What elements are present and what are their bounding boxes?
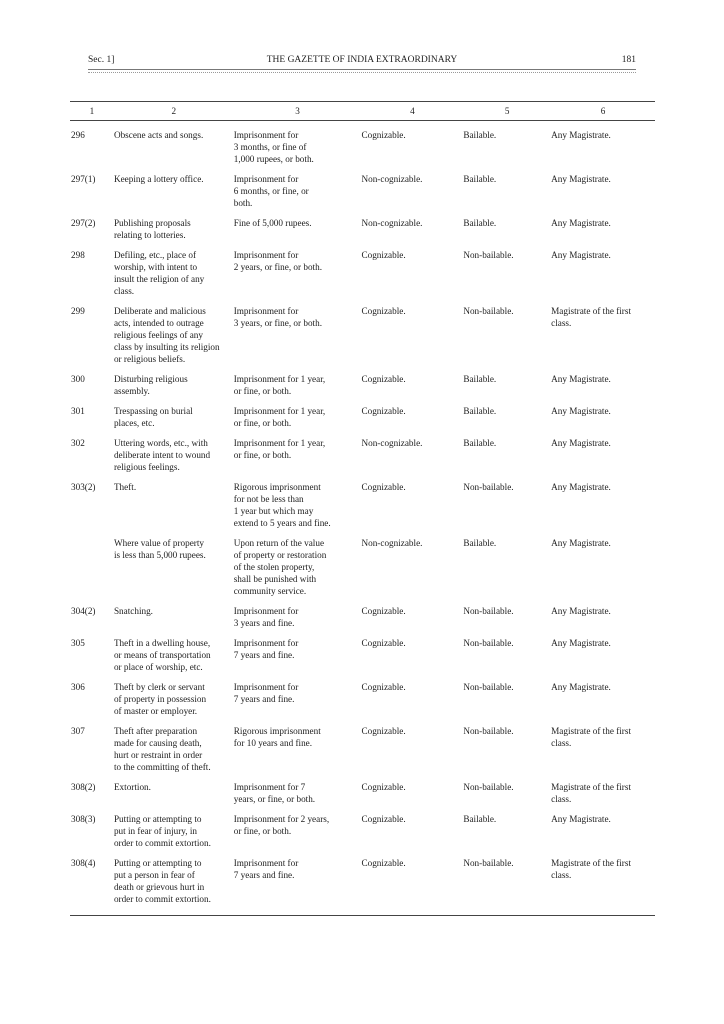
offence-description-cell bbox=[114, 849, 234, 916]
page-number: 181 bbox=[621, 55, 636, 65]
bailability: Non-bailable. bbox=[463, 606, 514, 616]
bailability: Bailable. bbox=[463, 406, 497, 416]
offence-description: Theft by clerk or servant of property in possession of master or employer. bbox=[113, 682, 207, 716]
punishment-cell bbox=[234, 365, 362, 397]
table-header-row bbox=[70, 102, 655, 121]
table-row bbox=[70, 629, 655, 673]
cognizability-cell bbox=[361, 473, 463, 529]
cognizability: Cognizable. bbox=[361, 374, 406, 384]
bailability: Bailable. bbox=[463, 538, 497, 548]
triable-by-court-cell bbox=[551, 629, 655, 673]
offence-description-cell bbox=[114, 473, 234, 529]
triable-by-court: Any Magistrate. bbox=[551, 250, 611, 260]
bailability: Bailable. bbox=[463, 438, 497, 448]
section-number: 308(3) bbox=[71, 814, 96, 824]
cognizability-cell bbox=[361, 849, 463, 916]
section-number: 308(2) bbox=[71, 782, 96, 792]
offence-description-cell bbox=[114, 805, 234, 849]
cognizability-cell bbox=[361, 529, 463, 597]
triable-by-court: Magistrate of the first class. bbox=[551, 858, 631, 880]
bailability: Non-bailable. bbox=[463, 782, 514, 792]
offence-description-cell bbox=[114, 397, 234, 429]
section-number: 299 bbox=[71, 306, 85, 316]
section-number-cell bbox=[70, 673, 114, 717]
offence-description: Publishing proposals relating to lotteries. bbox=[113, 218, 191, 240]
section-number: 305 bbox=[71, 638, 85, 648]
punishment: Rigorous imprisonment for 10 years and fine. bbox=[233, 726, 321, 748]
punishment: Imprisonment for 6 months, or fine, or both. bbox=[233, 174, 309, 208]
cognizability-cell bbox=[361, 673, 463, 717]
bailability-cell bbox=[463, 717, 551, 773]
triable-by-court: Any Magistrate. bbox=[551, 606, 611, 616]
column-header: 6 bbox=[551, 102, 655, 121]
punishment: Imprisonment for 1 year, or fine, or both. bbox=[233, 406, 326, 428]
punishment-cell bbox=[234, 629, 362, 673]
table-row bbox=[70, 121, 655, 166]
punishment: Imprisonment for 2 years, or fine, or both. bbox=[233, 250, 322, 272]
punishment: Imprisonment for 1 year, or fine, or both. bbox=[233, 438, 326, 460]
table-row bbox=[70, 849, 655, 916]
triable-by-court-cell bbox=[551, 297, 655, 365]
section-number-cell bbox=[70, 773, 114, 805]
offence-description: Extortion. bbox=[113, 782, 151, 792]
triable-by-court-cell bbox=[551, 717, 655, 773]
column-header: 2 bbox=[114, 102, 234, 121]
table-row bbox=[70, 397, 655, 429]
cognizability: Cognizable. bbox=[361, 782, 406, 792]
section-number-cell bbox=[70, 397, 114, 429]
offence-description-cell bbox=[114, 673, 234, 717]
gazette-title: THE GAZETTE OF INDIA EXTRAORDINARY bbox=[266, 55, 458, 65]
bailability-cell bbox=[463, 597, 551, 629]
punishment: Imprisonment for 7 years, or fine, or both. bbox=[233, 782, 316, 804]
section-number-cell bbox=[70, 805, 114, 849]
triable-by-court: Any Magistrate. bbox=[551, 174, 611, 184]
offence-description: Putting or attempting to put a person in fear of death or grievous hurt in order to commit extortion. bbox=[113, 858, 211, 904]
cognizability-cell bbox=[361, 397, 463, 429]
triable-by-court: Any Magistrate. bbox=[551, 374, 611, 384]
cognizability: Non-cognizable. bbox=[361, 438, 423, 448]
punishment: Rigorous imprisonment for not be less than 1 year but which may extend to 5 years and fine. bbox=[233, 482, 331, 528]
cognizability-cell bbox=[361, 629, 463, 673]
cognizability: Cognizable. bbox=[361, 858, 406, 868]
bailability-cell bbox=[463, 241, 551, 297]
bailability-cell bbox=[463, 165, 551, 209]
section-number-cell bbox=[70, 597, 114, 629]
offence-description: Putting or attempting to put in fear of injury, in order to commit extortion. bbox=[113, 814, 211, 848]
section-number-cell bbox=[70, 209, 114, 241]
triable-by-court: Magistrate of the first class. bbox=[551, 782, 631, 804]
section-number-cell bbox=[70, 473, 114, 529]
bailability-cell bbox=[463, 473, 551, 529]
punishment: Imprisonment for 7 years and fine. bbox=[233, 638, 299, 660]
triable-by-court: Any Magistrate. bbox=[551, 218, 611, 228]
punishment-cell bbox=[234, 849, 362, 916]
punishment-cell bbox=[234, 241, 362, 297]
bailability-cell bbox=[463, 773, 551, 805]
bailability-cell bbox=[463, 121, 551, 166]
section-number-cell bbox=[70, 241, 114, 297]
triable-by-court: Magistrate of the first class. bbox=[551, 726, 631, 748]
cognizability: Cognizable. bbox=[361, 406, 406, 416]
triable-by-court: Magistrate of the first class. bbox=[551, 306, 631, 328]
column-header: 4 bbox=[361, 102, 463, 121]
table-row bbox=[70, 673, 655, 717]
bailability: Non-bailable. bbox=[463, 858, 514, 868]
cognizability: Cognizable. bbox=[361, 130, 406, 140]
punishment-cell bbox=[234, 297, 362, 365]
offence-description: Defiling, etc., place of worship, with intent to insult the religion of any class. bbox=[113, 250, 205, 296]
offence-description-cell bbox=[114, 597, 234, 629]
cognizability: Cognizable. bbox=[361, 482, 406, 492]
punishment-cell bbox=[234, 805, 362, 849]
section-number: 297(2) bbox=[71, 218, 96, 228]
triable-by-court: Any Magistrate. bbox=[551, 130, 611, 140]
offence-description-cell bbox=[114, 529, 234, 597]
cognizability-cell bbox=[361, 805, 463, 849]
punishment-cell bbox=[234, 717, 362, 773]
punishment: Imprisonment for 7 years and fine. bbox=[233, 682, 299, 704]
triable-by-court-cell bbox=[551, 805, 655, 849]
section-number: 298 bbox=[71, 250, 85, 260]
triable-by-court-cell bbox=[551, 473, 655, 529]
bailability: Non-bailable. bbox=[463, 306, 514, 316]
punishment: Imprisonment for 7 years and fine. bbox=[233, 858, 299, 880]
section-number-cell bbox=[70, 849, 114, 916]
column-header: 5 bbox=[463, 102, 551, 121]
punishment: Imprisonment for 3 years and fine. bbox=[233, 606, 299, 628]
column-header: 1 bbox=[70, 102, 114, 121]
table-row bbox=[70, 241, 655, 297]
offence-description-cell bbox=[114, 165, 234, 209]
section-number-cell bbox=[70, 365, 114, 397]
bailability: Bailable. bbox=[463, 130, 497, 140]
triable-by-court-cell bbox=[551, 121, 655, 166]
bailability-cell bbox=[463, 429, 551, 473]
punishment-cell bbox=[234, 529, 362, 597]
punishment-cell bbox=[234, 673, 362, 717]
section-number-cell bbox=[70, 629, 114, 673]
section-number-cell bbox=[70, 429, 114, 473]
punishment: Imprisonment for 3 months, or fine of 1,000 rupees, or both. bbox=[233, 130, 314, 164]
triable-by-court-cell bbox=[551, 849, 655, 916]
cognizability-cell bbox=[361, 241, 463, 297]
bailability: Non-bailable. bbox=[463, 638, 514, 648]
section-number-cell bbox=[70, 165, 114, 209]
table-row bbox=[70, 165, 655, 209]
table-row bbox=[70, 473, 655, 529]
table-row bbox=[70, 429, 655, 473]
bailability: Bailable. bbox=[463, 218, 497, 228]
triable-by-court-cell bbox=[551, 773, 655, 805]
triable-by-court-cell bbox=[551, 597, 655, 629]
punishment-cell bbox=[234, 209, 362, 241]
offence-description: Where value of property is less than 5,000 rupees. bbox=[113, 538, 206, 560]
triable-by-court: Any Magistrate. bbox=[551, 538, 611, 548]
cognizability: Cognizable. bbox=[361, 606, 406, 616]
offences-table bbox=[70, 101, 655, 916]
punishment: Imprisonment for 1 year, or fine, or both. bbox=[233, 374, 326, 396]
table-body bbox=[70, 121, 655, 916]
page-header bbox=[88, 55, 636, 69]
cognizability: Cognizable. bbox=[361, 726, 406, 736]
cognizability: Cognizable. bbox=[361, 638, 406, 648]
offence-description-cell bbox=[114, 365, 234, 397]
section-number-cell bbox=[70, 529, 114, 597]
section-number-cell bbox=[70, 121, 114, 166]
section-number: 297(1) bbox=[71, 174, 96, 184]
section-number-cell bbox=[70, 297, 114, 365]
bailability-cell bbox=[463, 209, 551, 241]
offence-description: Theft after preparation made for causing death, hurt or restraint in order to the committing of theft. bbox=[113, 726, 211, 772]
punishment-cell bbox=[234, 397, 362, 429]
section-number: 306 bbox=[71, 682, 85, 692]
section-number: 308(4) bbox=[71, 858, 96, 868]
bailability: Non-bailable. bbox=[463, 682, 514, 692]
punishment-cell bbox=[234, 429, 362, 473]
offence-description-cell bbox=[114, 773, 234, 805]
triable-by-court-cell bbox=[551, 209, 655, 241]
offence-description: Obscene acts and songs. bbox=[113, 130, 204, 140]
offence-description: Uttering words, etc., with deliberate intent to wound religious feelings. bbox=[113, 438, 211, 472]
triable-by-court: Any Magistrate. bbox=[551, 814, 611, 824]
cognizability: Cognizable. bbox=[361, 306, 406, 316]
cognizability-cell bbox=[361, 121, 463, 166]
bailability-cell bbox=[463, 365, 551, 397]
bailability: Bailable. bbox=[463, 374, 497, 384]
cognizability: Cognizable. bbox=[361, 682, 406, 692]
triable-by-court: Any Magistrate. bbox=[551, 682, 611, 692]
offence-description-cell bbox=[114, 717, 234, 773]
column-header: 3 bbox=[234, 102, 362, 121]
section-number: 300 bbox=[71, 374, 85, 384]
triable-by-court-cell bbox=[551, 673, 655, 717]
cognizability: Cognizable. bbox=[361, 814, 406, 824]
triable-by-court: Any Magistrate. bbox=[551, 638, 611, 648]
bailability-cell bbox=[463, 673, 551, 717]
cognizability-cell bbox=[361, 429, 463, 473]
cognizability-cell bbox=[361, 297, 463, 365]
table-row bbox=[70, 209, 655, 241]
punishment-cell bbox=[234, 121, 362, 166]
punishment-cell bbox=[234, 473, 362, 529]
cognizability: Cognizable. bbox=[361, 250, 406, 260]
triable-by-court: Any Magistrate. bbox=[551, 482, 611, 492]
offence-description: Snatching. bbox=[113, 606, 153, 616]
offence-description-cell bbox=[114, 429, 234, 473]
offence-description: Keeping a lottery office. bbox=[113, 174, 204, 184]
triable-by-court: Any Magistrate. bbox=[551, 438, 611, 448]
bailability: Non-bailable. bbox=[463, 250, 514, 260]
table-row bbox=[70, 805, 655, 849]
cognizability: Non-cognizable. bbox=[361, 218, 423, 228]
offence-description-cell bbox=[114, 629, 234, 673]
table-row bbox=[70, 773, 655, 805]
bailability-cell bbox=[463, 629, 551, 673]
triable-by-court-cell bbox=[551, 429, 655, 473]
cognizability-cell bbox=[361, 773, 463, 805]
section-number: 307 bbox=[71, 726, 85, 736]
section-number: 304(2) bbox=[71, 606, 96, 616]
offence-description-cell bbox=[114, 241, 234, 297]
cognizability: Non-cognizable. bbox=[361, 174, 423, 184]
offence-description: Disturbing religious assembly. bbox=[113, 374, 188, 396]
offence-description-cell bbox=[114, 297, 234, 365]
section-number: 296 bbox=[71, 130, 85, 140]
table-row bbox=[70, 529, 655, 597]
table-row bbox=[70, 297, 655, 365]
cognizability-cell bbox=[361, 165, 463, 209]
header-rule bbox=[88, 69, 636, 73]
punishment: Fine of 5,000 rupees. bbox=[233, 218, 312, 228]
bailability: Non-bailable. bbox=[463, 726, 514, 736]
triable-by-court-cell bbox=[551, 365, 655, 397]
triable-by-court: Any Magistrate. bbox=[551, 406, 611, 416]
bailability-cell bbox=[463, 529, 551, 597]
offence-description: Deliberate and malicious acts, intended to outrage religious feelings of any class by insulting its religion or religious beliefs. bbox=[113, 306, 220, 364]
bailability-cell bbox=[463, 849, 551, 916]
section-label: Sec. 1] bbox=[88, 55, 115, 65]
punishment: Upon return of the value of property or restoration of the stolen property, shall be punished with community service. bbox=[233, 538, 327, 596]
offence-description: Trespassing on burial places, etc. bbox=[113, 406, 193, 428]
cognizability-cell bbox=[361, 717, 463, 773]
section-number: 303(2) bbox=[71, 482, 96, 492]
section-number-cell bbox=[70, 717, 114, 773]
bailability-cell bbox=[463, 297, 551, 365]
triable-by-court-cell bbox=[551, 397, 655, 429]
table-row bbox=[70, 717, 655, 773]
cognizability: Non-cognizable. bbox=[361, 538, 423, 548]
punishment-cell bbox=[234, 773, 362, 805]
triable-by-court-cell bbox=[551, 241, 655, 297]
bailability: Non-bailable. bbox=[463, 482, 514, 492]
punishment: Imprisonment for 3 years, or fine, or both. bbox=[233, 306, 322, 328]
offence-description-cell bbox=[114, 121, 234, 166]
triable-by-court-cell bbox=[551, 529, 655, 597]
section-number: 301 bbox=[71, 406, 85, 416]
punishment-cell bbox=[234, 597, 362, 629]
table-row bbox=[70, 597, 655, 629]
bailability: Bailable. bbox=[463, 814, 497, 824]
cognizability-cell bbox=[361, 209, 463, 241]
offence-description-cell bbox=[114, 209, 234, 241]
punishment-cell bbox=[234, 165, 362, 209]
bailability-cell bbox=[463, 805, 551, 849]
cognizability-cell bbox=[361, 365, 463, 397]
section-number: 302 bbox=[71, 438, 85, 448]
triable-by-court-cell bbox=[551, 165, 655, 209]
offence-description: Theft in a dwelling house, or means of transportation or place of worship, etc. bbox=[113, 638, 211, 672]
bailability: Bailable. bbox=[463, 174, 497, 184]
punishment: Imprisonment for 2 years, or fine, or both. bbox=[233, 814, 330, 836]
table-row bbox=[70, 365, 655, 397]
bailability-cell bbox=[463, 397, 551, 429]
cognizability-cell bbox=[361, 597, 463, 629]
offence-description: Theft. bbox=[113, 482, 137, 492]
